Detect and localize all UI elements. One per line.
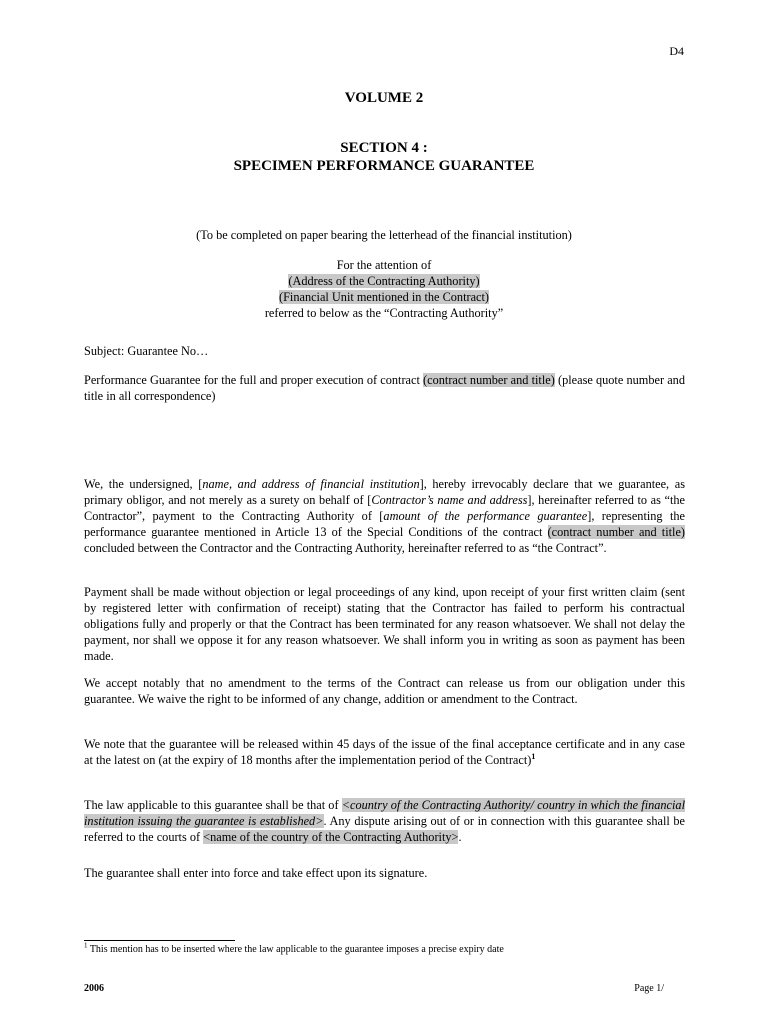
performance-text-end: (please quote number and title in all correspondence)	[84, 373, 685, 403]
contract-number-placeholder: (contract number and title)	[547, 525, 686, 539]
entry-into-force-paragraph	[84, 865, 685, 881]
para-text: ], representing the performance guarantee mentioned in Article 13 of the Special Conditions of the contract	[84, 509, 685, 539]
para-text: ], hereby irrevocably declare that we guarantee, as primary obligor, and not merely as a surety on behalf of [	[84, 477, 685, 507]
para-text: The law applicable to this guarantee shall be that of	[84, 798, 342, 812]
footnote-text: This mention has to be inserted where the law applicable to the guarantee imposes a precise expiry date	[87, 944, 504, 955]
declaration-paragraph	[84, 476, 685, 556]
attention-block	[0, 257, 768, 321]
contracting-authority-address: (Address of the Contracting Authority)	[288, 274, 480, 288]
section-heading	[0, 139, 768, 175]
para-text: We, the undersigned, [	[84, 477, 203, 491]
volume-heading: VOLUME 2	[344, 90, 424, 106]
footnote-mark: 1	[84, 941, 88, 950]
contract-number-placeholder: (contract number and title)	[423, 373, 555, 387]
document-code: D4	[669, 44, 684, 58]
applicable-law-paragraph	[84, 797, 685, 845]
entry-into-force-text: The guarantee shall enter into force and take effect upon its signature.	[84, 866, 428, 880]
footer-year: 2006	[84, 983, 104, 994]
amount-placeholder: amount of the performance guarantee	[383, 509, 588, 523]
amendment-paragraph	[84, 675, 685, 707]
section-title: SPECIMEN PERFORMANCE GUARANTEE	[233, 158, 535, 174]
performance-text: Performance Guarantee for the full and proper execution of contract	[84, 373, 424, 387]
footnote	[84, 941, 504, 956]
payment-paragraph	[84, 584, 685, 664]
financial-unit: (Financial Unit mentioned in the Contract)	[278, 290, 490, 304]
release-text: We note that the guarantee will be released within 45 days of the issue of the final acceptance certificate and in any case at the latest on (at the expiry of 18 months after the implementation period of the Contract)	[84, 737, 685, 767]
attention-line: For the attention of	[336, 258, 432, 272]
country-placeholder: <country of the Contracting Authority/ country in which the financial institution issuing the guarantee is established>	[84, 798, 685, 828]
courts-country-placeholder: <name of the country of the Contracting Authority>	[203, 830, 459, 844]
subject-line: Subject: Guarantee No…	[84, 344, 209, 358]
payment-text: Payment shall be made without objection or legal proceedings of any kind, upon receipt of your first written claim (sent by registered letter with confirmation of receipt) stating that the Contractor has failed to perform his contractual obligations fully and properly or that the Contract has been terminated for any reason whatsoever. We shall not delay the payment, nor shall we oppose it for any reason whatsoever. We shall inform you in writing as soon as payment has been made.	[84, 585, 685, 663]
page-number: Page 1/	[634, 983, 664, 994]
para-text: concluded between the Contractor and the Contracting Authority, hereinafter referred to as “the Contract”.	[84, 541, 607, 555]
section-number: SECTION 4 :	[340, 140, 428, 156]
institution-placeholder: name, and address of financial institution	[202, 477, 420, 491]
footnote-reference: 1	[531, 751, 536, 761]
referred-to-line: referred to below as the “Contracting Authority”	[264, 306, 504, 320]
para-text: ], hereinafter referred to as “the Contractor”, payment to the Contracting Authority of [	[84, 493, 685, 523]
amendment-text: We accept notably that no amendment to the terms of the Contract can release us from our obligation under this guarantee. We waive the right to be informed of any change, addition or amendment to the Contract.	[84, 676, 685, 706]
letterhead-instruction: (To be completed on paper bearing the letterhead of the financial institution)	[196, 228, 572, 242]
performance-guarantee-line	[84, 372, 685, 404]
para-text: .	[458, 830, 462, 844]
footnote-separator	[84, 940, 235, 941]
release-paragraph	[84, 736, 685, 768]
para-text: . Any dispute arising out of or in connection with this guarantee shall be referred to the courts of	[84, 814, 686, 844]
contractor-placeholder: Contractor’s name and address	[371, 493, 528, 507]
